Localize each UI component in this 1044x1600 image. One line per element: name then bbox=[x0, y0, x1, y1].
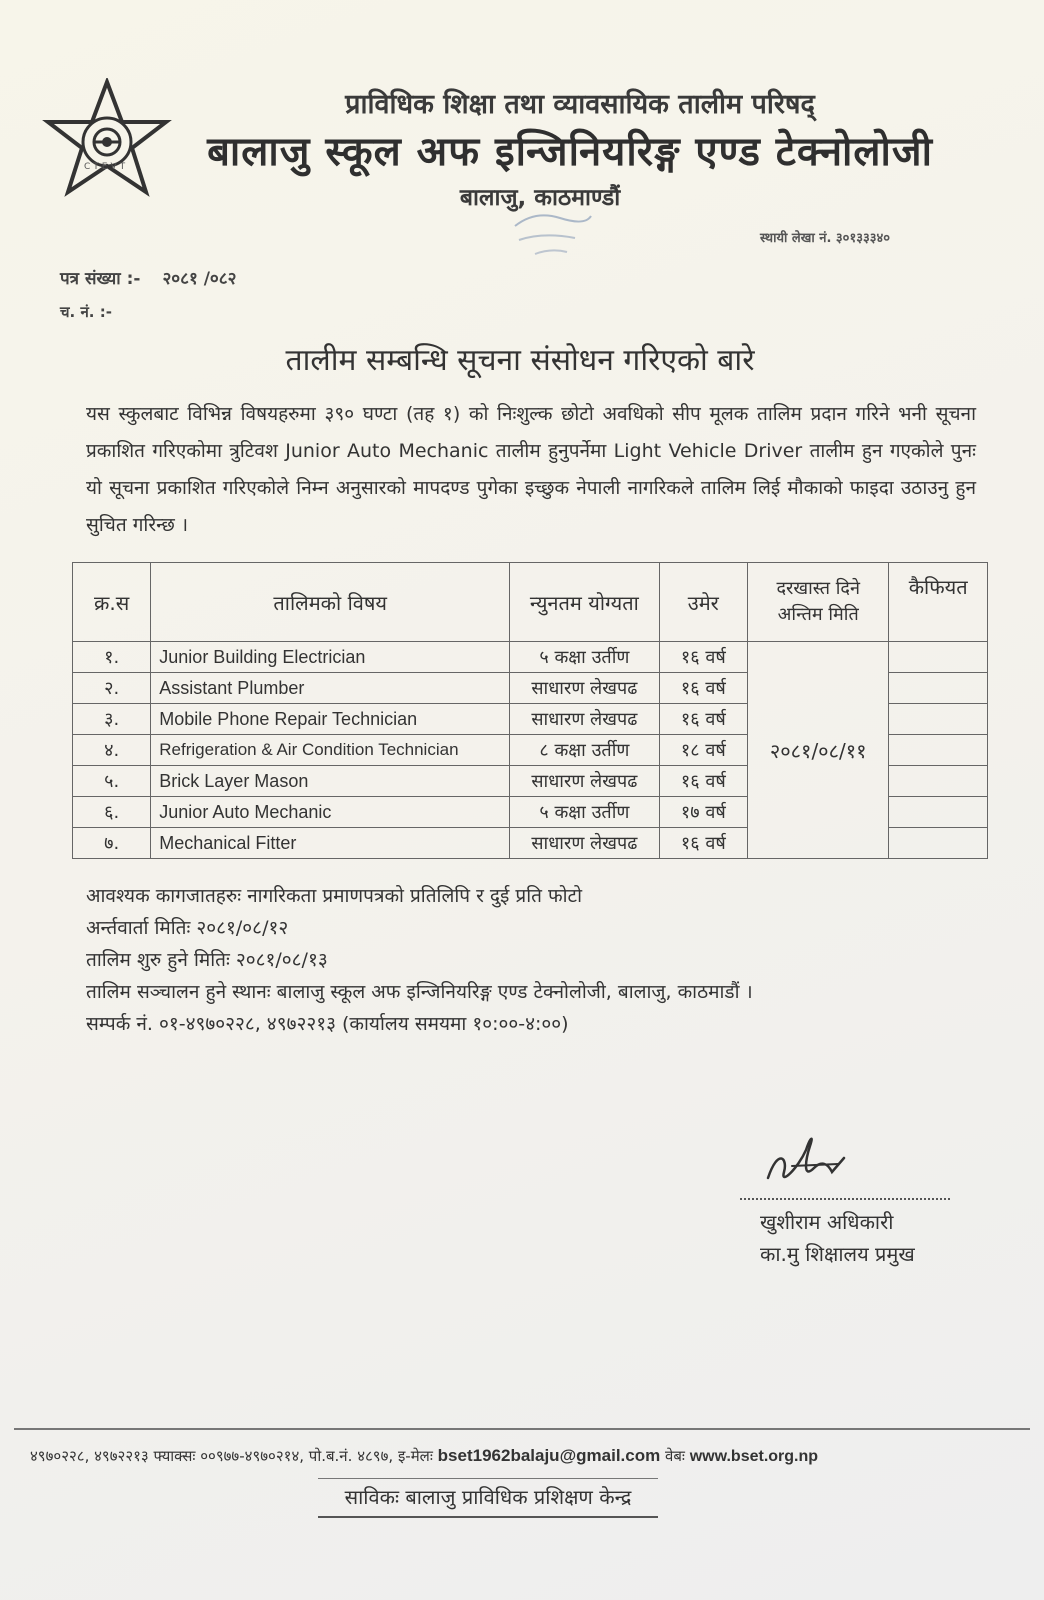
ref-value: २०८१ /०८२ bbox=[162, 269, 237, 289]
row-sn: ६. bbox=[73, 797, 151, 828]
training-venue: तालिम सञ्चालन हुने स्थानः बालाजु स्कूल अफ इन्जिनियरिङ्ग एण्ड टेक्नोलोजी, बालाजु, काठमाडौं । bbox=[86, 981, 753, 1003]
pobox-number: ४८९७, bbox=[357, 1447, 394, 1465]
row-qualification: ८ कक्षा उर्तीण bbox=[510, 735, 659, 766]
row-subject: Junior Building Electrician bbox=[151, 642, 510, 673]
training-start-date: तालिम शुरु हुने मितिः २०८१/०८/१३ bbox=[86, 949, 328, 971]
header-deadline-line1: दरखास्त दिने bbox=[776, 578, 860, 599]
table-row bbox=[73, 642, 988, 673]
signatory-name: खुशीराम अधिकारी bbox=[760, 1210, 894, 1234]
pobox-label: पो.ब.नं. bbox=[308, 1447, 353, 1465]
row-subject: Mechanical Fitter bbox=[151, 828, 510, 859]
header-age: उमेर bbox=[659, 563, 747, 642]
website: www.bset.org.np bbox=[689, 1448, 819, 1465]
row-qualification: ५ कक्षा उर्तीण bbox=[510, 642, 659, 673]
row-sn: २. bbox=[73, 673, 151, 704]
row-sn: ४. bbox=[73, 735, 151, 766]
header-remarks: कैफियत bbox=[889, 563, 988, 642]
row-qualification: साधारण लेखपढ bbox=[510, 766, 659, 797]
row-age: १७ वर्ष bbox=[659, 797, 747, 828]
row-subject: Assistant Plumber bbox=[151, 673, 510, 704]
row-subject: Mobile Phone Repair Technician bbox=[151, 704, 510, 735]
logo-lettering: CTEVT bbox=[84, 162, 129, 172]
signatory-title: का.मु शिक्षालय प्रमुख bbox=[760, 1242, 915, 1266]
row-qualification: साधारण लेखपढ bbox=[510, 673, 659, 704]
row-subject: Refrigeration & Air Condition Technician bbox=[151, 735, 510, 766]
interview-date: अर्न्तवार्ता मितिः २०८१/०८/१२ bbox=[86, 917, 289, 939]
row-sn: १. bbox=[73, 642, 151, 673]
row-remarks bbox=[889, 642, 988, 673]
notice-subject: तालीम सम्बन्धि सूचना संसोधन गरिएको बारे bbox=[285, 343, 755, 378]
footer-divider bbox=[14, 1428, 1030, 1430]
notice-body: यस स्कुलबाट विभिन्न विषयहरुमा ३९० घण्टा (तह १) को निःशुल्क छोटो अवधिको सीप मूलक तालिम प्रदान गरिने भनी सूचना प्रकाशित गरिएकोमा त्रुटिवश Junior Auto Mechanic तालीम हुनुपर्नेमा Light Vehicle Driver तालीम हुन गएकोले पुनः यो सूचना प्रकाशित गरिएकोले निम्न अनुसारको मापदण्ड पुगेका इच्छुक नेपाली नागरिकले तालिम लिई मौकाको फाइदा उठाउनु हुन सुचित गरिन्छ । bbox=[86, 403, 976, 536]
row-sn: ७. bbox=[73, 828, 151, 859]
web-label: वेबः bbox=[665, 1447, 685, 1465]
row-qualification: साधारण लेखपढ bbox=[510, 828, 659, 859]
row-age: १६ वर्ष bbox=[659, 766, 747, 797]
signature-icon bbox=[748, 1128, 948, 1192]
application-deadline: २०८१/०८/११ bbox=[748, 642, 889, 859]
signature-line bbox=[740, 1198, 950, 1200]
row-sn: ५. bbox=[73, 766, 151, 797]
stamp-mark-icon bbox=[505, 196, 595, 266]
row-age: १६ वर्ष bbox=[659, 642, 747, 673]
row-subject: Brick Layer Mason bbox=[151, 766, 510, 797]
training-table bbox=[72, 562, 988, 859]
fax-number: ००९७७-४९७०२१४, bbox=[200, 1447, 305, 1465]
row-age: १६ वर्ष bbox=[659, 828, 747, 859]
ref-label: पत्र संख्या :- bbox=[60, 269, 141, 289]
council-name: प्राविधिक शिक्षा तथा व्यावसायिक तालीम परिषद् bbox=[345, 89, 815, 120]
row-age: १६ वर्ष bbox=[659, 673, 747, 704]
table-header-row bbox=[73, 563, 988, 642]
row-age: १६ वर्ष bbox=[659, 704, 747, 735]
header-deadline-line2: अन्तिम मिति bbox=[777, 604, 859, 625]
header-subject: तालिमको विषय bbox=[151, 563, 510, 642]
letter-reference bbox=[60, 266, 236, 289]
school-name: बालाजु स्कूल अफ इन्जिनियरिङ्ग एण्ड टेक्नोलोजी bbox=[207, 129, 933, 175]
ctevt-logo-icon bbox=[42, 78, 172, 208]
email-address: bset1962balaju@gmail.com bbox=[437, 1446, 661, 1465]
row-sn: ३. bbox=[73, 704, 151, 735]
requirements-list bbox=[86, 880, 753, 1040]
row-subject: Junior Auto Mechanic bbox=[151, 797, 510, 828]
row-remarks bbox=[889, 735, 988, 766]
row-qualification: साधारण लेखपढ bbox=[510, 704, 659, 735]
row-remarks bbox=[889, 704, 988, 735]
permanent-account-number: स्थायी लेखा नं. ३०१३३३४० bbox=[760, 231, 891, 246]
fax-label: फ्याक्सः bbox=[153, 1447, 196, 1465]
former-name: साविकः बालाजु प्राविधिक प्रशिक्षण केन्द्र bbox=[318, 1478, 658, 1518]
row-remarks bbox=[889, 828, 988, 859]
footer-contact bbox=[30, 1446, 1020, 1466]
row-remarks bbox=[889, 673, 988, 704]
header-sn: क्र.स bbox=[73, 563, 151, 642]
row-qualification: ५ कक्षा उर्तीण bbox=[510, 797, 659, 828]
row-age: १८ वर्ष bbox=[659, 735, 747, 766]
school-location: बालाजु, काठमाण्डौं bbox=[459, 185, 621, 211]
footer-phones: ४९७०२२८, ४९७२२१३ bbox=[30, 1447, 149, 1465]
header-qualification: न्युनतम योग्यता bbox=[510, 563, 659, 642]
header-deadline bbox=[748, 563, 889, 642]
required-documents: आवश्यक कागजातहरुः नागरिकता प्रमाणपत्रको प्रतिलिपि र दुई प्रति फोटो bbox=[86, 885, 583, 907]
row-remarks bbox=[889, 797, 988, 828]
contact-numbers: सम्पर्क नं. ०१-४९७०२२८, ४९७२२१३ (कार्यालय समयमा १०:००-४:००) bbox=[86, 1013, 569, 1035]
row-remarks bbox=[889, 766, 988, 797]
dispatch-number: च. नं. :- bbox=[60, 303, 112, 321]
email-label: इ-मेलः bbox=[397, 1447, 433, 1465]
